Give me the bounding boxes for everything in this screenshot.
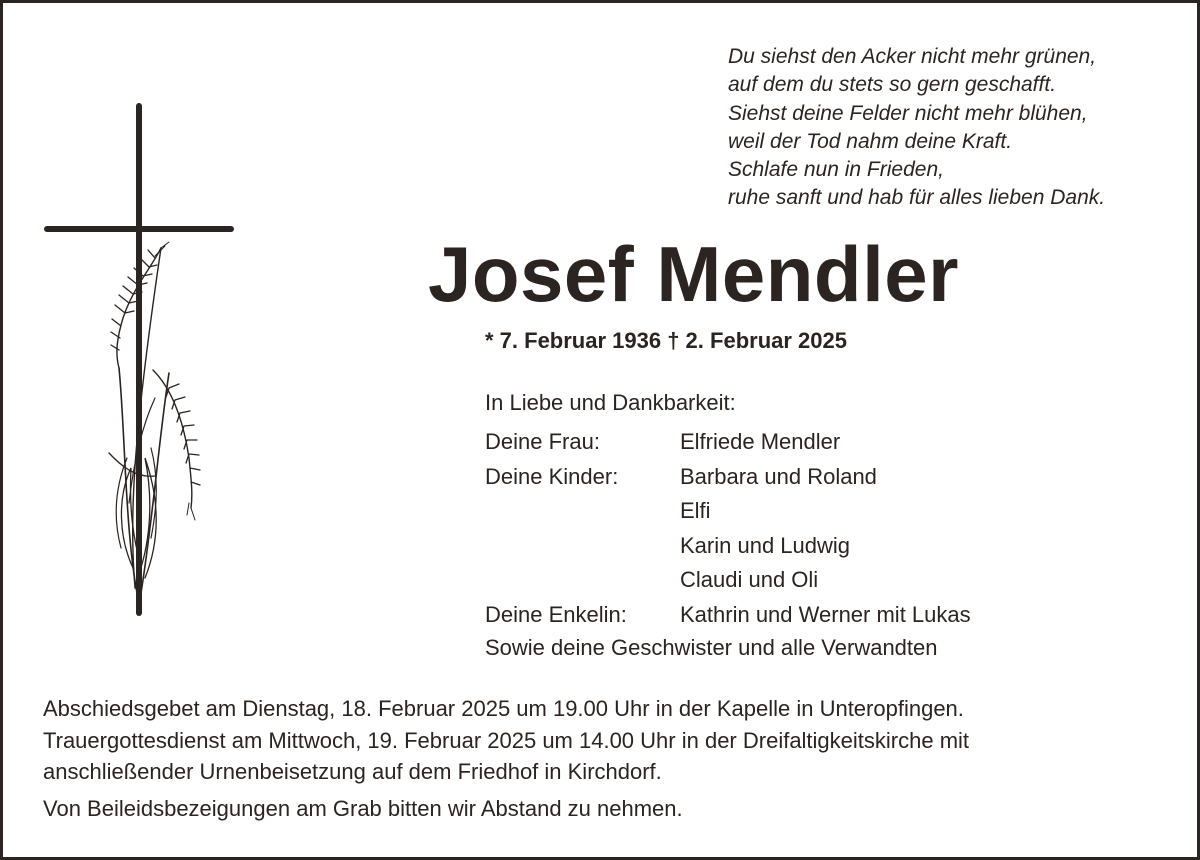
other-relatives: Sowie deine Geschwister und alle Verwandten [485, 635, 938, 660]
cross-with-wheat-icon [33, 98, 243, 623]
poem-line: Schlafe nun in Frieden, [728, 158, 944, 182]
poem-line: Siehst deine Felder nicht mehr blühen, [728, 101, 1088, 125]
notice-line: anschließender Urnenbeisetzung auf dem Friedhof in Kirchdorf. [43, 759, 662, 784]
mourner-names: Elfriede Mendler [680, 429, 841, 454]
notice-line: Abschiedsgebet am Dienstag, 18. Februar 2025 um 19.00 Uhr in der Kapelle in Unteropfingen. [43, 696, 964, 721]
poem [728, 43, 1105, 213]
mourner-names: Barbara und Roland [680, 463, 877, 489]
poem-line: ruhe sanft und hab für alles lieben Dank. [728, 186, 1106, 210]
poem-line: Du siehst den Acker nicht mehr grünen, [728, 45, 1097, 68]
deceased-name: Josef Mendler [428, 230, 959, 318]
mourner-names: Elfi [680, 498, 711, 524]
poem-line: auf dem du stets so gern geschafft. [728, 73, 1057, 97]
mourner-label: Deine Kinder: [485, 463, 619, 489]
mourner-names: Karin und Ludwig [680, 532, 851, 558]
notice-line: Trauergottesdienst am Mittwoch, 19. Februar 2025 um 14.00 Uhr in der Dreifaltigkeitskirche mit [43, 727, 970, 753]
mourner-names: Kathrin und Werner mit Lukas [680, 601, 971, 627]
service-notice [43, 693, 969, 788]
closing-note: Von Beileidsbezeigungen am Grab bitten wir Abstand zu nehmen. [43, 796, 683, 821]
mourner-names: Claudi und Oli [680, 567, 819, 593]
mourner-label: Deine Frau: [485, 429, 600, 454]
poem-line: weil der Tod nahm deine Kraft. [728, 129, 1013, 153]
mourners-intro: In Liebe und Dankbarkeit: [485, 390, 736, 415]
mourner-label: Deine Enkelin: [485, 601, 627, 627]
life-dates: * 7. Februar 1936 † 2. Februar 2025 [485, 328, 847, 353]
